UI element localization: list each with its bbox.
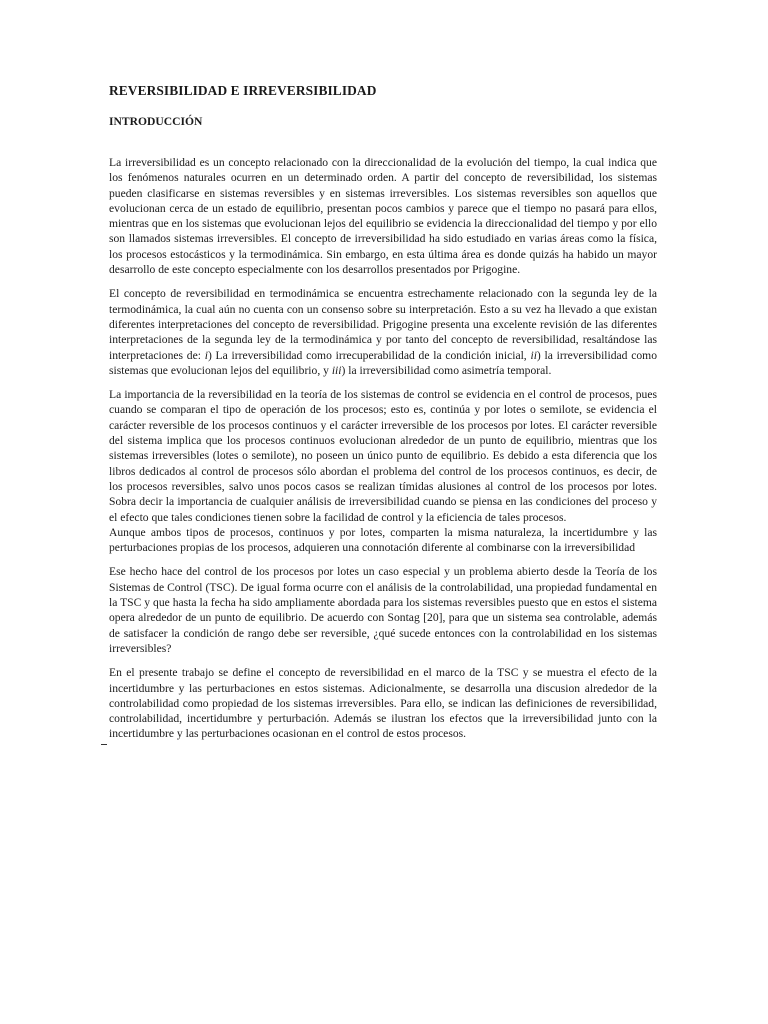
paragraph-2-text-a: El concepto de reversibilidad en termodinámica se encuentra estrechamente relacionado con la segunda ley de la termodinámica, la cual aún no cuenta con un consenso sobre su interpretación. Esto a su vez ha llevado a que existan diferentes interpretaciones del concepto de reversibilidad. Prigogine presenta una excelente revisión de las diferentes interpretaciones de la segunda ley de la termodinámica y por tanto del concepto de reversibilidad, resaltándose las interpretaciones de: (109, 287, 657, 362)
paragraph-2-text-b: ) La irreversibilidad como irrecuperabilidad de la condición inicial, (207, 348, 531, 362)
document-title: REVERSIBILIDAD E IRREVERSIBILIDAD (109, 83, 377, 98)
paragraph-1: La irreversibilidad es un concepto relacionado con la direccionalidad de la evolución del tiempo, la cual indica que los fenómenos naturales ocurren en un determinado orden. A partir del concepto de reversibilidad, los sistemas pueden clasificarse en sistemas reversibles y en sistemas irreversibles. Los sistemas reversibles son aquellos que evolucionan cerca de un estado de equilibrio, presentan pocos cambios y parece que el tiempo no pasará para ellos, mientras que en los sistemas que evolucionan lejos del equilibrio se evidencia la direccionalidad del tiempo y por ello son llamados sistemas irreversibles. El concepto de irreversibilidad ha sido estudiado en varias áreas como la física, los procesos estocásticos y la termodinámica. Sin embargo, en esta última área es donde quizás ha habido un mayor desarrollo de este concepto especialmente con los desarrollos presentados por Prigogine. (109, 156, 657, 277)
paragraph-3: La importancia de la reversibilidad en la teoría de los sistemas de control se evidencia en el control de procesos, pues cuando se comparan el tipo de operación de los procesos; esto es, continúa y por lotes o semilote, se evidencia el carácter reversible de los procesos continuos y el carácter irreversible de los procesos por lotes. El carácter reversible del sistema implica que los procesos continuos evolucionan alrededor de un punto de equilibrio, mientras que los sistemas irreversibles (lotes o semilote), no poseen un único punto de equilibrio. Es debido a esta diferencia que los libros dedicados al control de procesos sólo abordan el problema del control de los procesos continuos, es decir, de los procesos reversibles, salvo unos pocos casos se realizan tímidas alusiones al control de los procesos por lotes. Sobra decir la importancia de cualquier análisis de irreversibilidad cuando se piensa en las condiciones del proceso y el efecto que tales condiciones tienen sobre la facilidad de control y la eficiencia de tales procesos. (109, 388, 657, 524)
margin-mark (101, 744, 107, 745)
roman-numeral-iii: iii (331, 363, 342, 377)
paragraph-5: Ese hecho hace del control de los procesos por lotes un caso especial y un problema abierto desde la Teoría de los Sistemas de Control (TSC). De igual forma ocurre con el análisis de la controlabilidad, una propiedad fundamental en la TSC y que hasta la fecha ha sido ampliamente abordada para los sistemas reversibles puesto que en estos el sistema opera alrededor de un punto de equilibrio. De acuerdo con Sontag [20], para que un sistema sea controlable, además de satisfacer la condición de rango debe ser reversible, ¿qué sucede entonces con la controlabilidad en los sistemas irreversibles? (109, 565, 657, 655)
roman-numeral-i: i (204, 348, 208, 362)
paragraph-2-text-d: ) la irreversibilidad como asimetría temporal. (341, 363, 552, 377)
paragraph-4: Aunque ambos tipos de procesos, continuos y por lotes, comparten la misma naturaleza, la incertidumbre y las perturbaciones propias de los procesos, adquieren una connotación diferente al combinarse con la irreversibilidad (109, 525, 657, 555)
paragraph-2 (109, 286, 657, 378)
document-page (109, 82, 657, 751)
roman-numeral-ii: ii (530, 348, 537, 362)
body-text (109, 155, 657, 742)
paragraph-6: En el presente trabajo se define el concepto de reversibilidad en el marco de la TSC y se muestra el efecto de la incertidumbre y las perturbaciones en estos sistemas. Adicionalmente, se desarrolla una discusion alrededor de la controlabilidad como propiedad de los sistemas irreversibles. Para ello, se indican las definiciones de reversibilidad, controlabilidad, incertidumbre y perturbación. Además se ilustran los efectos que la irreversibilidad junto con la incertidumbre y las perturbaciones ocasionan en el control de estos procesos. (109, 666, 657, 741)
paragraph-2-text-c: ) la irreversibilidad como sistemas que evolucionan lejos del equilibrio, y (109, 348, 657, 377)
section-heading-introduccion: INTRODUCCIÓN (109, 115, 203, 128)
